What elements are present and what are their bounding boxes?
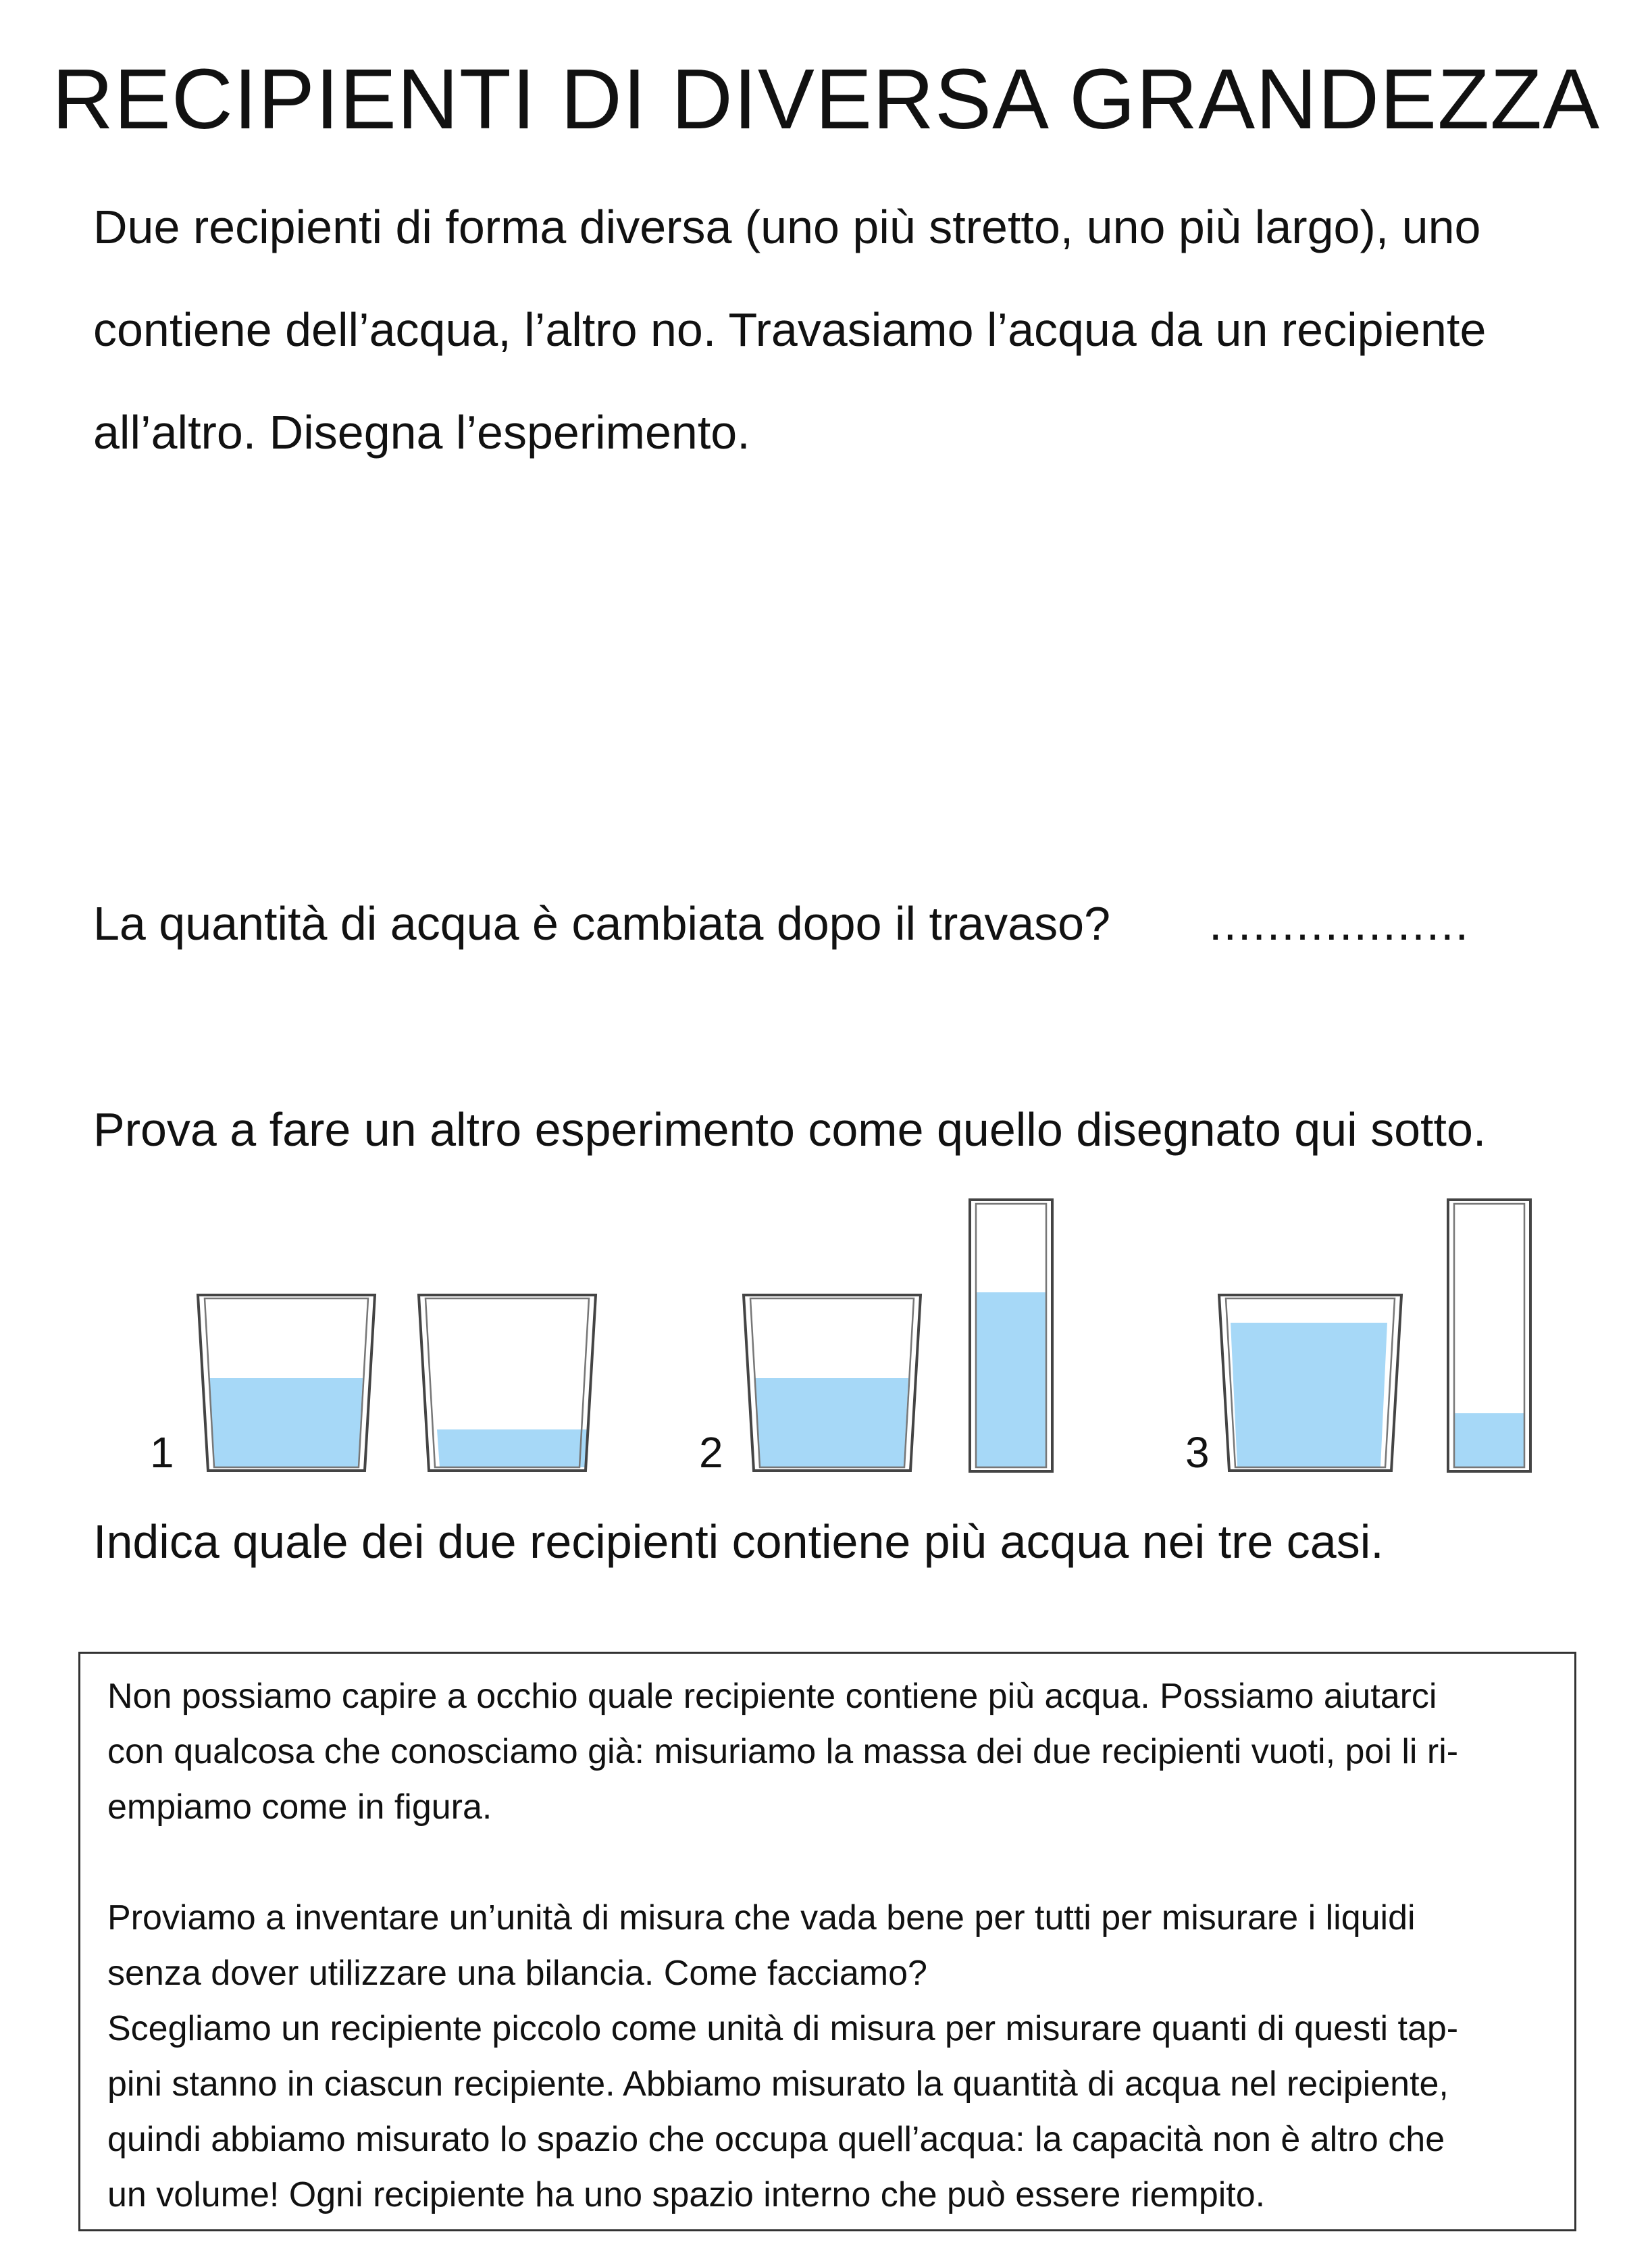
info-line: pini stanno in ciascun recipiente. Abbiamo misurato la quantità di acqua nel recipiente, <box>107 2064 1449 2104</box>
question-2: Prova a fare un altro esperimento come quello disegnato qui sotto. <box>93 1103 1487 1156</box>
intro-line: all’altro. Disegna l’esperimento. <box>93 406 750 459</box>
info-line: Non possiamo capire a occhio quale recipiente contiene più acqua. Possiamo aiutarci <box>107 1677 1437 1716</box>
glass-3a <box>1219 1295 1401 1471</box>
question-3: Indica quale dei due recipienti contiene più acqua nei tre casi. <box>93 1515 1384 1568</box>
case-label-2: 2 <box>699 1428 723 1477</box>
intro-line: contiene dell’acqua, l’altro no. Travasiamo l’acqua da un recipiente <box>93 303 1487 356</box>
page-title: RECIPIENTI DI DIVERSA GRANDEZZA <box>51 51 1601 147</box>
info-line: senza dover utilizzare una bilancia. Come facciamo? <box>107 1954 927 1993</box>
question-1: La quantità di acqua è cambiata dopo il travaso? <box>93 897 1111 950</box>
info-line: Proviamo a inventare un’unità di misura che vada bene per tutti per misurare i liquidi <box>107 1898 1416 1937</box>
containers-figure <box>0 1196 1652 1486</box>
cylinder-2b <box>970 1200 1052 1471</box>
case-label-1: 1 <box>150 1428 174 1477</box>
glass-1b <box>419 1295 596 1471</box>
cylinder-3b <box>1448 1200 1530 1471</box>
intro-text <box>93 176 1559 484</box>
answer-blank: .................. <box>1209 897 1470 950</box>
info-line: quindi abbiamo misurato lo spazio che occupa quell’acqua: la capacità non è altro che <box>107 2120 1445 2159</box>
intro-line: Due recipienti di forma diversa (uno più stretto, uno più largo), uno <box>93 201 1481 253</box>
info-line: con qualcosa che conosciamo già: misuriamo la massa dei due recipienti vuoti, poi li ri- <box>107 1732 1459 1771</box>
info-line: empiamo come in figura. <box>107 1787 492 1827</box>
paragraph-gap <box>107 1835 1547 1890</box>
glass-2a <box>744 1295 921 1471</box>
info-line: Scegliamo un recipiente piccolo come unità di misura per misurare quanti di questi tap- <box>107 2009 1459 2048</box>
info-line: un volume! Ogni recipiente ha uno spazio interno che può essere riempito. <box>107 2175 1266 2214</box>
case-label-3: 3 <box>1185 1428 1210 1477</box>
info-box <box>78 1652 1576 2231</box>
glass-1a <box>198 1295 375 1471</box>
